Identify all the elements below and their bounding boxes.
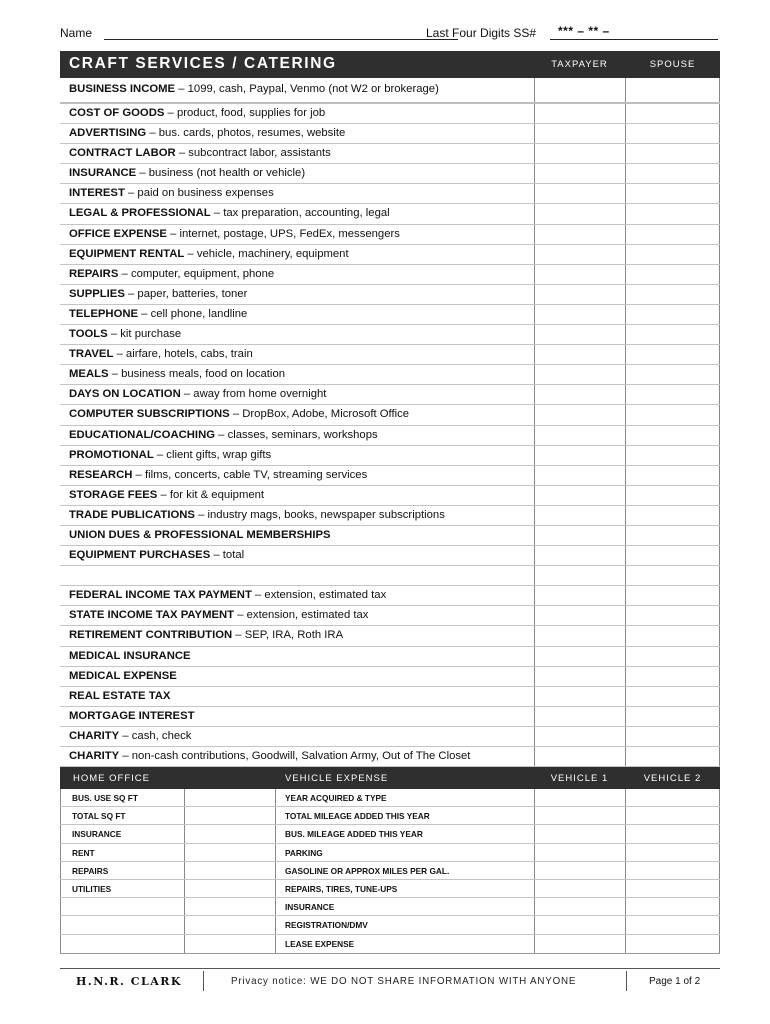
spouse-amount-field[interactable] (625, 687, 720, 706)
expense-row (60, 245, 720, 265)
expense-description: – internet, postage, UPS, FedEx, messengers (166, 227, 400, 240)
spouse-amount-field[interactable] (625, 606, 720, 625)
expense-row (60, 285, 720, 305)
expense-label (69, 710, 195, 722)
expense-category: EQUIPMENT RENTAL (69, 247, 185, 260)
header-fields (60, 26, 718, 42)
expense-label (69, 167, 305, 179)
expense-row (60, 606, 720, 626)
taxpayer-amount-field[interactable] (534, 506, 625, 525)
expense-description: – total (210, 549, 245, 562)
spouse-amount-field[interactable] (625, 707, 720, 726)
expense-row (60, 345, 720, 365)
name-label: Name (60, 26, 93, 40)
expense-label (69, 509, 445, 521)
expense-row (60, 546, 720, 566)
home-office-vehicle-grid (60, 789, 720, 954)
expense-category: DAYS ON LOCATION (69, 388, 181, 401)
grid-row (60, 880, 720, 898)
taxpayer-amount-field[interactable] (534, 486, 625, 505)
expense-label (69, 690, 170, 702)
expense-label (69, 429, 378, 441)
spouse-amount-field[interactable] (625, 446, 720, 465)
expense-row (60, 104, 720, 124)
home-office-value-field[interactable] (184, 916, 275, 933)
taxpayer-amount-field[interactable] (534, 586, 625, 605)
expense-category: TOOLS (69, 328, 108, 341)
expense-description: – extension, estimated tax (251, 589, 387, 602)
expense-description: – airfare, hotels, cabs, train (113, 348, 253, 361)
page-number: Page 1 of 2 (649, 976, 701, 987)
vehicle-item-label: YEAR ACQUIRED & TYPE (275, 789, 534, 806)
grid-row (60, 916, 720, 934)
expense-label (69, 529, 331, 541)
expense-row (60, 647, 720, 667)
expense-category: INSURANCE (69, 167, 137, 180)
home-office-value-field[interactable] (184, 880, 275, 897)
expense-description: – business (not health or vehicle) (136, 167, 306, 180)
expense-category: FEDERAL INCOME TAX PAYMENT (69, 589, 252, 602)
spouse-amount-field[interactable] (625, 626, 720, 645)
home-office-value-field[interactable] (184, 898, 275, 915)
expense-row (60, 466, 720, 486)
expense-label (69, 328, 181, 340)
vehicle2-value-field[interactable] (625, 789, 720, 806)
vehicle2-value-field[interactable] (625, 807, 720, 824)
taxpayer-amount-field[interactable] (534, 325, 625, 344)
spouse-amount-field[interactable] (625, 365, 720, 384)
expense-category: CHARITY (69, 750, 120, 762)
taxpayer-amount-field[interactable] (534, 747, 625, 766)
vehicle1-value-field[interactable] (534, 844, 625, 861)
spouse-amount-field[interactable] (625, 305, 720, 324)
expense-category: REAL ESTATE TAX (69, 689, 171, 702)
expense-description: – 1099, cash, Paypal, Venmo (not W2 or brokerage) (175, 83, 439, 95)
expense-row (60, 506, 720, 526)
home-office-value-field[interactable] (184, 807, 275, 824)
spouse-amount-field[interactable] (625, 245, 720, 264)
expense-category: SUPPLIES (69, 287, 125, 300)
spouse-amount-field[interactable] (625, 566, 720, 585)
expense-description: – SEP, IRA, Roth IRA (232, 629, 344, 642)
vehicle2-value-field[interactable] (625, 862, 720, 879)
expense-row (60, 405, 720, 425)
expense-rows (60, 78, 720, 767)
expense-label (69, 730, 191, 742)
ss-field[interactable] (550, 39, 718, 40)
privacy-notice: Privacy notice: WE DO NOT SHARE INFORMATION WITH ANYONE (231, 976, 577, 987)
vehicle1-value-field[interactable] (534, 935, 625, 953)
spouse-amount-field[interactable] (625, 667, 720, 686)
spouse-amount-field[interactable] (625, 184, 720, 203)
expense-row (60, 687, 720, 707)
expense-category: CONTRACT LABOR (69, 147, 176, 160)
footer (60, 968, 720, 992)
taxpayer-amount-field[interactable] (534, 647, 625, 666)
taxpayer-amount-field[interactable] (534, 385, 625, 404)
expense-label (69, 449, 271, 461)
expense-description: – away from home overnight (180, 388, 327, 401)
expense-row (60, 365, 720, 385)
expense-row (60, 184, 720, 204)
expense-row (60, 265, 720, 285)
expense-label (69, 207, 390, 219)
name-field[interactable] (104, 39, 458, 40)
home-office-item-label: UTILITIES (60, 880, 184, 897)
taxpayer-amount-field[interactable] (534, 466, 625, 485)
expense-description: – business meals, food on location (108, 368, 286, 381)
grid-row (60, 898, 720, 916)
expense-description: – paid on business expenses (124, 187, 274, 200)
vehicle-item-label: REPAIRS, TIRES, TUNE-UPS (275, 880, 534, 897)
spouse-amount-field[interactable] (625, 486, 720, 505)
section-title: CRAFT SERVICES / CATERING (69, 55, 337, 72)
taxpayer-column-header: TAXPAYER (551, 59, 608, 70)
section-header (60, 51, 720, 78)
taxpayer-amount-field[interactable] (534, 104, 625, 123)
expense-label (69, 609, 368, 621)
home-office-value-field[interactable] (184, 825, 275, 842)
spouse-amount-field[interactable] (625, 345, 720, 364)
expense-description: – for kit & equipment (157, 488, 265, 501)
vehicle1-value-field[interactable] (534, 880, 625, 897)
expense-category: BUSINESS INCOME (69, 83, 176, 95)
taxpayer-amount-field[interactable] (534, 687, 625, 706)
expense-category: MEDICAL EXPENSE (69, 669, 177, 682)
expense-row (60, 667, 720, 687)
taxpayer-amount-field[interactable] (534, 727, 625, 746)
taxpayer-amount-field[interactable] (534, 204, 625, 223)
vehicle-expense-header: VEHICLE EXPENSE (285, 773, 389, 785)
spouse-amount-field[interactable] (625, 325, 720, 344)
vehicle2-value-field[interactable] (625, 916, 720, 933)
spouse-amount-field[interactable] (625, 727, 720, 746)
vehicle2-value-field[interactable] (625, 898, 720, 915)
expense-category: MEDICAL INSURANCE (69, 649, 191, 662)
spouse-amount-field[interactable] (625, 385, 720, 404)
expense-row (60, 426, 720, 446)
expense-label (69, 469, 367, 481)
taxpayer-amount-field[interactable] (534, 667, 625, 686)
expense-label (69, 127, 345, 139)
expense-category: RETIREMENT CONTRIBUTION (69, 629, 233, 642)
home-office-item-label (60, 935, 184, 953)
grid-row (60, 844, 720, 862)
ss-label: Last Four Digits SS# (426, 26, 537, 40)
spouse-amount-field[interactable] (625, 506, 720, 525)
expense-label (69, 670, 177, 682)
expense-row (60, 385, 720, 405)
home-office-item-label (60, 916, 184, 933)
expense-description: – tax preparation, accounting, legal (210, 207, 390, 220)
expense-category: EQUIPMENT PURCHASES (69, 549, 211, 562)
taxpayer-amount-field[interactable] (534, 707, 625, 726)
grid-row (60, 935, 720, 953)
expense-description: – bus. cards, photos, resumes, website (146, 127, 346, 140)
expense-description: – paper, batteries, toner (124, 287, 248, 300)
expense-row (60, 446, 720, 466)
expense-description: – product, food, supplies for job (164, 107, 326, 119)
grid-row (60, 789, 720, 807)
spouse-amount-field[interactable] (625, 466, 720, 485)
spouse-amount-field[interactable] (625, 124, 720, 143)
vehicle2-value-field[interactable] (625, 825, 720, 842)
expense-category: TELEPHONE (69, 307, 139, 320)
expense-row (60, 124, 720, 144)
expense-description: – client gifts, wrap gifts (153, 448, 272, 461)
expense-description: – kit purchase (107, 328, 182, 341)
expense-row (60, 204, 720, 224)
expense-description: – cell phone, landline (138, 307, 248, 320)
home-office-value-field[interactable] (184, 789, 275, 806)
expense-description: – extension, estimated tax (234, 609, 369, 622)
expense-category: MORTGAGE INTEREST (69, 709, 195, 722)
expense-description: – cash, check (119, 729, 192, 742)
expense-category: ADVERTISING (69, 127, 147, 140)
taxpayer-amount-field[interactable] (534, 124, 625, 143)
expense-label (69, 228, 400, 240)
expense-description: – subcontract labor, assistants (175, 147, 331, 160)
expense-label (69, 388, 326, 400)
taxpayer-amount-field[interactable] (534, 144, 625, 163)
taxpayer-amount-field[interactable] (534, 405, 625, 424)
expense-category: PROMOTIONAL (69, 448, 154, 461)
spouse-amount-field[interactable] (625, 647, 720, 666)
expense-category: STORAGE FEES (69, 488, 158, 501)
spouse-column-header: SPOUSE (649, 59, 696, 70)
expense-row (60, 586, 720, 606)
spouse-amount-field[interactable] (625, 526, 720, 545)
taxpayer-amount-field[interactable] (534, 426, 625, 445)
expense-label (69, 268, 274, 280)
expense-label (69, 107, 325, 119)
expense-row (60, 707, 720, 727)
expense-label (69, 83, 439, 95)
expense-row (60, 626, 720, 646)
spouse-amount-field[interactable] (625, 78, 720, 102)
expense-label (69, 650, 191, 662)
vehicle-item-label: BUS. MILEAGE ADDED THIS YEAR (275, 825, 534, 842)
vehicle2-value-field[interactable] (625, 880, 720, 897)
spouse-amount-field[interactable] (625, 204, 720, 223)
grid-row (60, 862, 720, 880)
spouse-amount-field[interactable] (625, 225, 720, 244)
taxpayer-amount-field[interactable] (534, 526, 625, 545)
expense-description: – DropBox, Adobe, Microsoft Office (229, 408, 410, 421)
vehicle1-value-field[interactable] (534, 789, 625, 806)
home-office-item-label (60, 898, 184, 915)
expense-row (60, 225, 720, 245)
footer-divider (626, 971, 627, 991)
expense-category: REPAIRS (69, 267, 119, 280)
vehicle-item-label: REGISTRATION/DMV (275, 916, 534, 933)
expense-category: MEALS (69, 368, 109, 381)
expense-label (69, 750, 470, 762)
expense-description: – films, concerts, cable TV, streaming services (132, 468, 368, 481)
expense-row (60, 325, 720, 345)
expense-description: – classes, seminars, workshops (215, 428, 378, 441)
taxpayer-amount-field[interactable] (534, 365, 625, 384)
expense-label (69, 187, 274, 199)
spouse-amount-field[interactable] (625, 144, 720, 163)
expense-label (69, 408, 409, 420)
expense-category: STATE INCOME TAX PAYMENT (69, 609, 235, 622)
spouse-amount-field[interactable] (625, 747, 720, 766)
lower-section-header (60, 767, 720, 789)
expense-description: – computer, equipment, phone (118, 267, 275, 280)
vehicle2-value-field[interactable] (625, 935, 720, 953)
vehicle1-value-field[interactable] (534, 898, 625, 915)
taxpayer-amount-field[interactable] (534, 164, 625, 183)
taxpayer-amount-field[interactable] (534, 446, 625, 465)
vehicle-item-label: PARKING (275, 844, 534, 861)
expense-row (60, 144, 720, 164)
expense-label (69, 629, 343, 641)
expense-row (60, 747, 720, 767)
expense-category: COMPUTER SUBSCRIPTIONS (69, 408, 230, 421)
expense-category: CHARITY (69, 729, 120, 742)
vehicle1-value-field[interactable] (534, 862, 625, 879)
expense-category: RESEARCH (69, 468, 133, 481)
expense-description: – industry mags, books, newspaper subscriptions (194, 508, 445, 521)
expense-row (60, 164, 720, 184)
expense-category: UNION DUES & PROFESSIONAL MEMBERSHIPS (69, 528, 331, 541)
expense-category: OFFICE EXPENSE (69, 227, 167, 240)
spouse-amount-field[interactable] (625, 265, 720, 284)
expense-label (69, 348, 253, 360)
expense-category: LEGAL & PROFESSIONAL (69, 207, 211, 220)
expense-label (69, 589, 386, 601)
expense-label (69, 308, 247, 320)
spouse-amount-field[interactable] (625, 164, 720, 183)
expense-label (69, 489, 264, 501)
vehicle1-header: VEHICLE 1 (550, 773, 609, 785)
vehicle1-value-field[interactable] (534, 916, 625, 933)
taxpayer-amount-field[interactable] (534, 566, 625, 585)
spouse-amount-field[interactable] (625, 285, 720, 304)
spouse-amount-field[interactable] (625, 546, 720, 565)
expense-label (69, 288, 247, 300)
brand-logo: H.N.R. CLARK (76, 975, 182, 988)
expense-category: TRADE PUBLICATIONS (69, 508, 195, 521)
grid-row (60, 807, 720, 825)
expense-category: EDUCATIONAL/COACHING (69, 428, 216, 441)
taxpayer-amount-field[interactable] (534, 626, 625, 645)
vehicle-item-label: GASOLINE OR APPROX MILES PER GAL. (275, 862, 534, 879)
home-office-item-label: RENT (60, 844, 184, 861)
taxpayer-amount-field[interactable] (534, 305, 625, 324)
home-office-item-label: TOTAL SQ FT (60, 807, 184, 824)
home-office-value-field[interactable] (184, 935, 275, 953)
home-office-value-field[interactable] (184, 844, 275, 861)
expense-label (69, 248, 349, 260)
home-office-item-label: BUS. USE SQ FT (60, 789, 184, 806)
vehicle-item-label: TOTAL MILEAGE ADDED THIS YEAR (275, 807, 534, 824)
expense-category: TRAVEL (69, 348, 114, 361)
taxpayer-amount-field[interactable] (534, 606, 625, 625)
taxpayer-amount-field[interactable] (534, 225, 625, 244)
spouse-amount-field[interactable] (625, 426, 720, 445)
taxpayer-amount-field[interactable] (534, 78, 625, 102)
expense-row (60, 526, 720, 546)
expense-label (69, 549, 244, 561)
ss-value: *** – ** – (558, 24, 610, 38)
expense-row (60, 566, 720, 586)
vehicle2-value-field[interactable] (625, 844, 720, 861)
home-office-item-label: INSURANCE (60, 825, 184, 842)
vehicle2-header: VEHICLE 2 (643, 773, 702, 785)
expense-row (60, 727, 720, 747)
expense-row (60, 486, 720, 506)
expense-label (69, 368, 285, 380)
taxpayer-amount-field[interactable] (534, 184, 625, 203)
home-office-header: HOME OFFICE (73, 773, 150, 785)
vehicle1-value-field[interactable] (534, 825, 625, 842)
footer-divider (203, 971, 204, 991)
taxpayer-amount-field[interactable] (534, 285, 625, 304)
expense-label (69, 147, 331, 159)
taxpayer-amount-field[interactable] (534, 345, 625, 364)
taxpayer-amount-field[interactable] (534, 546, 625, 565)
expense-category: INTEREST (69, 187, 125, 200)
spouse-amount-field[interactable] (625, 405, 720, 424)
expense-row (60, 78, 720, 104)
taxpayer-amount-field[interactable] (534, 245, 625, 264)
expense-description: – non-cash contributions, Goodwill, Salvation Army, Out of The Closet (119, 750, 471, 762)
grid-row (60, 825, 720, 843)
spouse-amount-field[interactable] (625, 104, 720, 123)
home-office-item-label: REPAIRS (60, 862, 184, 879)
expense-category: COST OF GOODS (69, 107, 165, 119)
vehicle1-value-field[interactable] (534, 807, 625, 824)
expense-form (60, 51, 720, 954)
expense-row (60, 305, 720, 325)
vehicle-item-label: LEASE EXPENSE (275, 935, 534, 953)
vehicle-item-label: INSURANCE (275, 898, 534, 915)
spouse-amount-field[interactable] (625, 586, 720, 605)
home-office-value-field[interactable] (184, 862, 275, 879)
taxpayer-amount-field[interactable] (534, 265, 625, 284)
expense-description: – vehicle, machinery, equipment (184, 247, 349, 260)
